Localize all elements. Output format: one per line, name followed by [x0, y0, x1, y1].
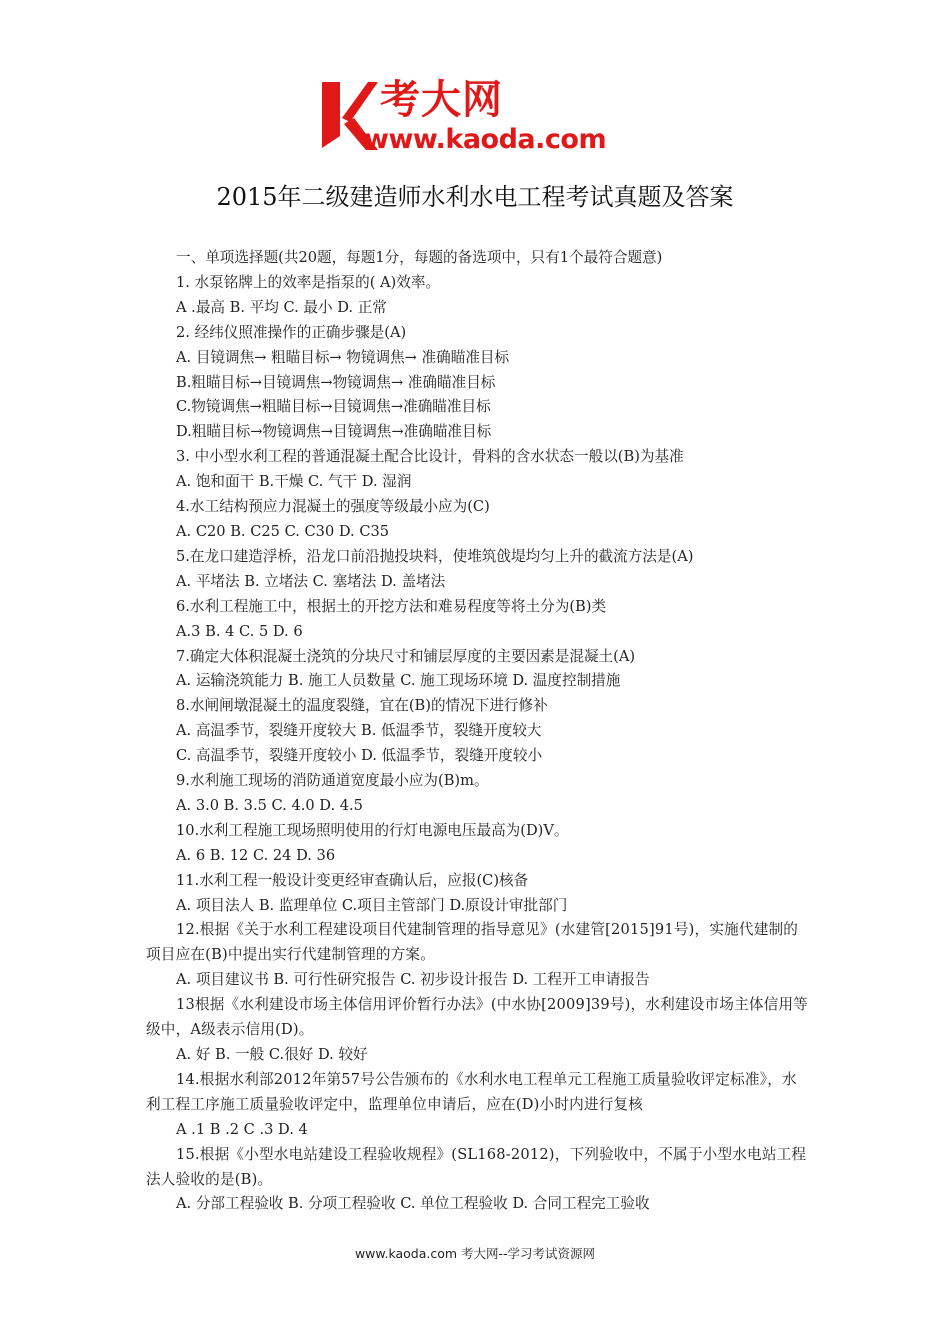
question-line: 15.根据《小型水电站建设工程验收规程》(SL168-2012)，下列验收中，不属于小型水电站工程法人验收的是(B)。: [146, 1145, 807, 1188]
options-line: A. 项目建议书 B. 可行性研究报告 C. 初步设计报告 D. 工程开工申请报告: [176, 971, 650, 989]
options-line: A.3 B. 4 C. 5 D. 6: [176, 622, 303, 640]
question-line: 6.水利工程施工中，根据土的开挖方法和难易程度等将土分为(B)类: [176, 597, 607, 615]
options-line: A. 运输浇筑能力 B. 施工人员数量 C. 施工现场环境 D. 温度控制措施: [176, 672, 621, 690]
page-footer: www.kaoda.com 考大网--学习考试资源网: [354, 1246, 596, 1261]
options-line: A. 项目法人 B. 监理单位 C.项目主管部门 D.原设计审批部门: [176, 896, 568, 914]
question-line: 8.水闸闸墩混凝土的温度裂缝，宜在(B)的情况下进行修补: [176, 697, 548, 715]
options-line: A. 3.0 B. 3.5 C. 4.0 D. 4.5: [176, 796, 363, 814]
question-line: 3. 中小型水利工程的普通混凝土配合比设计，骨料的含水状态一般以(B)为基准: [176, 448, 684, 466]
options-line: A. 饱和面干 B.干燥 C. 气干 D. 湿润: [176, 473, 412, 491]
question-line: 2. 经纬仪照准操作的正确步骤是(A): [176, 323, 407, 341]
question-line: 9.水利施工现场的消防通道宽度最小应为(B)m。: [176, 772, 489, 790]
question-line: 14.根据水利部2012年第57号公告颁布的《水利水电工程单元工程施工质量验收评定标准》，水利工程工序施工质量验收评定中，监理单位申请后，应在(D)小时内进行复核: [146, 1070, 797, 1113]
question-line: 13根据《水利建设市场主体信用评价暂行办法》(中水协[2009]39号)，水利建设市场主体信用等级中，A级表示信用(D)。: [146, 996, 809, 1039]
logo-url-text: www.kaoda.com: [364, 124, 607, 155]
question-line: 10.水利工程施工现场照明使用的行灯电源电压最高为(D)V。: [176, 821, 569, 839]
options-line: A .1 B .2 C .3 D. 4: [176, 1120, 308, 1138]
options-line: C. 高温季节，裂缝开度较小 D. 低温季节，裂缝开度较小: [176, 747, 543, 765]
options-line: C.物镜调焦→粗瞄目标→目镜调焦→准确瞄准目标: [176, 398, 491, 416]
options-line: D.粗瞄目标→物镜调焦→目镜调焦→准确瞄准目标: [176, 423, 492, 441]
options-line: A. 分部工程验收 B. 分项工程验收 C. 单位工程验收 D. 合同工程完工验收: [176, 1195, 650, 1213]
options-line: A. 平堵法 B. 立堵法 C. 塞堵法 D. 盖堵法: [176, 572, 446, 590]
question-line: 4.水工结构预应力混凝土的强度等级最小应为(C): [176, 498, 490, 516]
options-line: A. 6 B. 12 C. 24 D. 36: [176, 846, 336, 864]
options-line: B.粗瞄目标→目镜调焦→物镜调焦→ 准确瞄准目标: [176, 373, 496, 391]
question-line: 7.确定大体积混凝土浇筑的分块尺寸和铺层厚度的主要因素是混凝土(A): [176, 647, 636, 665]
options-line: A. 好 B. 一般 C.很好 D. 较好: [176, 1046, 368, 1063]
question-line: 1. 水泵铭牌上的效率是指泵的( A)效率。: [176, 273, 441, 291]
section-heading: 一、单项选择题(共20题，每题1分，每题的备选项中，只有1个最符合题意): [176, 249, 663, 266]
options-line: A. 高温季节，裂缝开度较大 B. 低温季节，裂缝开度较大: [176, 722, 542, 740]
logo-brand-text: 考大网: [380, 77, 503, 123]
exam-content: [146, 246, 810, 1217]
kaoda-logo[interactable]: [320, 78, 640, 162]
question-line: 11.水利工程一般设计变更经审查确认后，应报(C)核备: [176, 871, 529, 889]
question-line: 5.在龙口建造浮桥，沿龙口前沿抛投块料，使堆筑戗堤均匀上升的截流方法是(A): [176, 547, 694, 565]
options-line: A. 目镜调焦→ 粗瞄目标→ 物镜调焦→ 准确瞄准目标: [176, 348, 510, 366]
question-line: 12.根据《关于水利工程建设项目代建制管理的指导意见》(水建管[2015]91号)，实施代建制的项目应在(B)中提出实行代建制管理的方案。: [146, 921, 799, 964]
options-line: A. C20 B. C25 C. C30 D. C35: [176, 522, 390, 540]
options-line: A .最高 B. 平均 C. 最小 D. 正常: [176, 298, 387, 316]
page-title: 2015年二级建造师水利水电工程考试真题及答案: [216, 183, 734, 211]
